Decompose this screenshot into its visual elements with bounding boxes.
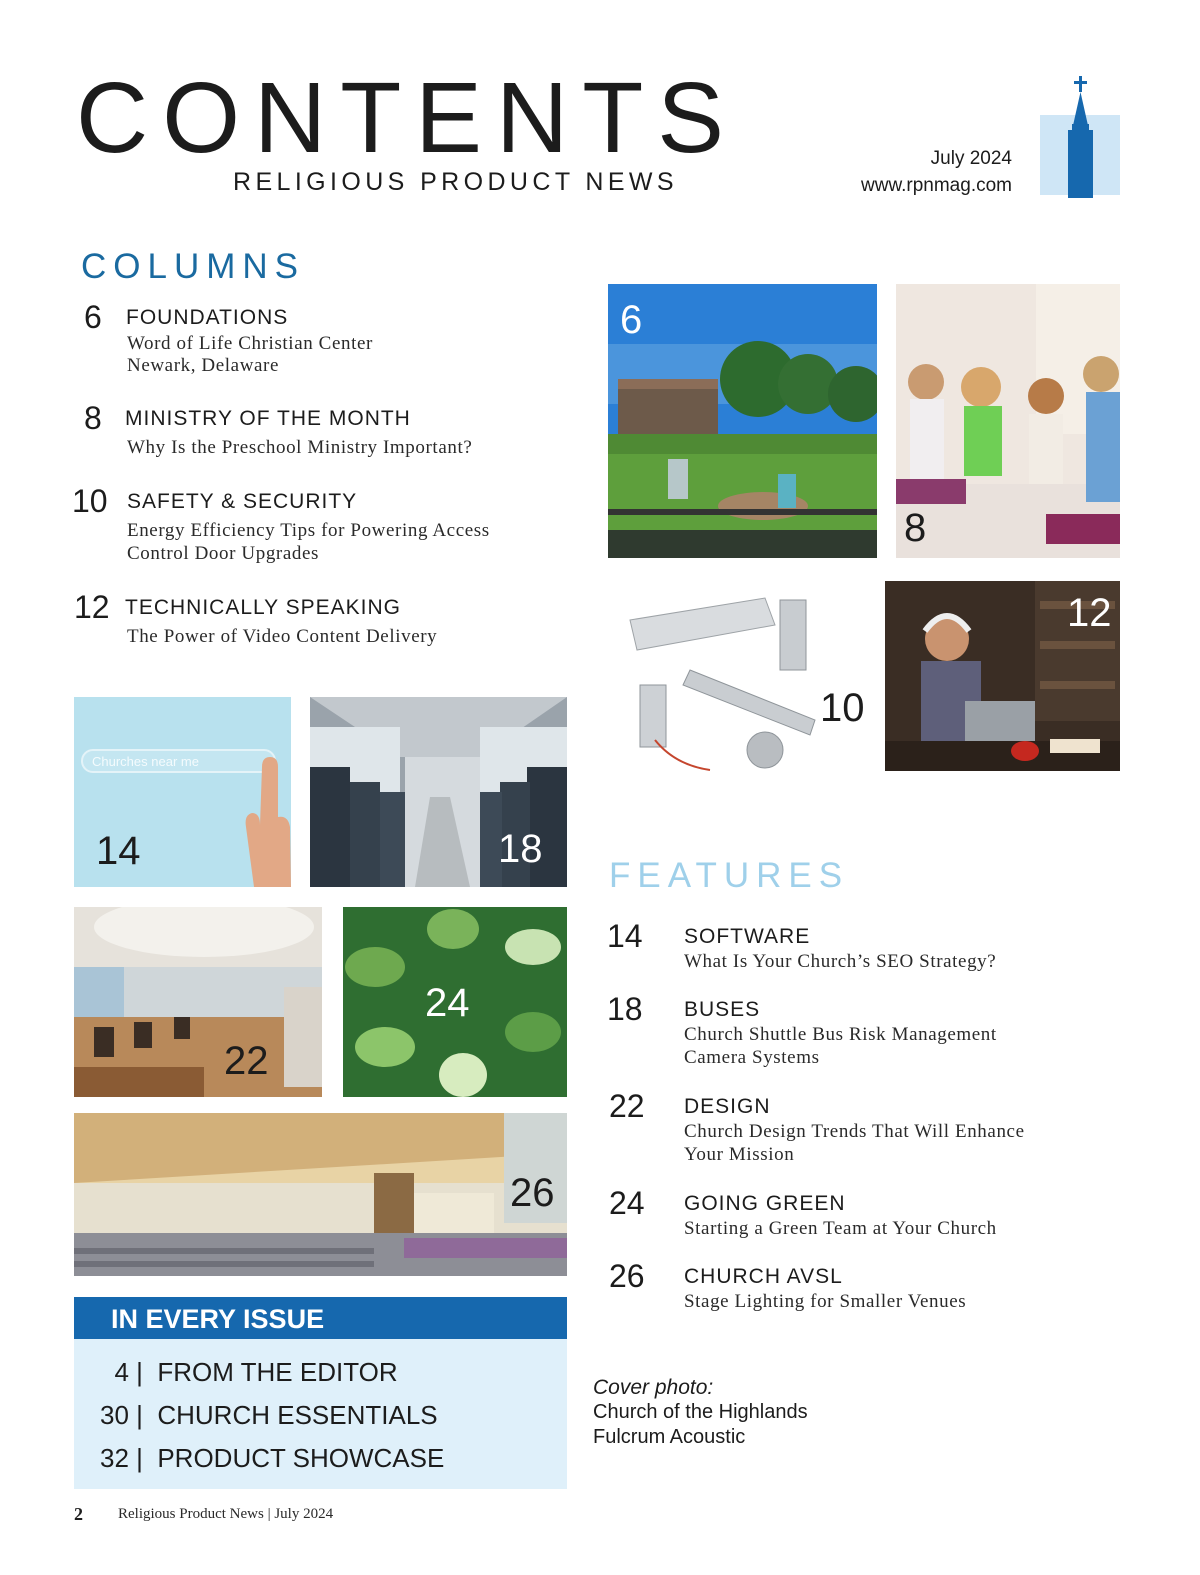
entry-description-line2: Control Door Upgrades xyxy=(127,543,320,564)
entry-description: Word of Life Christian Center xyxy=(127,333,373,354)
entry-description: What Is Your Church’s SEO Strategy? xyxy=(684,951,997,972)
steeple-logo-icon xyxy=(1050,74,1112,198)
photo-buses-interior[interactable] xyxy=(310,697,567,887)
features-heading: FEATURES xyxy=(609,856,850,895)
in-every-issue-list xyxy=(74,1339,567,1489)
photo-page-number: 18 xyxy=(498,827,543,871)
photo-page-number: 10 xyxy=(820,686,865,730)
entry-page-number: 26 xyxy=(609,1258,645,1294)
footer-publication: Religious Product News | July 2024 xyxy=(118,1506,334,1522)
cover-photo-credit-line2: Fulcrum Acoustic xyxy=(593,1426,746,1448)
entry-description: Energy Efficiency Tips for Powering Access xyxy=(127,520,490,541)
search-bar-text: Churches near me xyxy=(92,754,199,769)
photo-page-number: 8 xyxy=(904,506,927,550)
entry-description-line2: Newark, Delaware xyxy=(127,355,280,376)
patio-image xyxy=(608,284,877,558)
entry-description: Stage Lighting for Smaller Venues xyxy=(684,1291,967,1312)
photo-software-search[interactable] xyxy=(74,697,291,887)
design-interior-image xyxy=(74,907,322,1097)
kids-image xyxy=(896,284,1120,558)
entry-page-number: 12 xyxy=(74,589,110,625)
entry-page-number: 10 xyxy=(72,483,108,519)
entry-title: GOING GREEN xyxy=(684,1192,846,1215)
photo-page-number: 6 xyxy=(620,298,643,342)
entry-description-line2: Your Mission xyxy=(684,1144,795,1165)
sanctuary-image xyxy=(74,1113,567,1276)
entry-title: SOFTWARE xyxy=(684,925,811,948)
entry-description: Starting a Green Team at Your Church xyxy=(684,1218,997,1239)
entry-title: BUSES xyxy=(684,998,761,1021)
photo-page-number: 14 xyxy=(96,829,141,873)
entry-description-line2: Camera Systems xyxy=(684,1047,820,1068)
photo-going-green-hands[interactable] xyxy=(343,907,567,1097)
website-link[interactable]: www.rpnmag.com xyxy=(861,175,1012,196)
entry-page-number: 24 xyxy=(609,1185,645,1221)
entry-description: Why Is the Preschool Ministry Important? xyxy=(127,437,473,458)
cover-photo-label: Cover photo: xyxy=(593,1376,714,1399)
photo-technically-laptop[interactable] xyxy=(885,581,1120,771)
cover-photo-credit-line1: Church of the Highlands xyxy=(593,1401,808,1423)
in-every-issue-item-essentials[interactable]: 30 | CHURCH ESSENTIALS xyxy=(100,1400,438,1430)
entry-description: Church Shuttle Bus Risk Management xyxy=(684,1024,997,1045)
photo-safety-hardware[interactable] xyxy=(615,590,865,790)
entry-title: CHURCH AVSL xyxy=(684,1265,843,1288)
photo-ministry-kids[interactable] xyxy=(896,284,1120,558)
entry-title: DESIGN xyxy=(684,1095,771,1118)
entry-description: Church Design Trends That Will Enhance xyxy=(684,1121,1025,1142)
entry-title: FOUNDATIONS xyxy=(126,306,289,329)
entry-page-number: 18 xyxy=(607,991,643,1027)
entry-page-number: 22 xyxy=(609,1088,645,1124)
photo-page-number: 24 xyxy=(425,981,470,1025)
page-title: CONTENTS xyxy=(76,62,738,174)
in-every-issue-heading: IN EVERY ISSUE xyxy=(111,1304,325,1334)
photo-design-interior[interactable] xyxy=(74,907,322,1097)
photo-page-number: 12 xyxy=(1067,591,1112,635)
page-number: 2 xyxy=(74,1504,83,1524)
in-every-issue-header xyxy=(74,1297,567,1339)
in-every-issue-item-editor[interactable]: 4 | FROM THE EDITOR xyxy=(100,1357,398,1387)
entry-page-number: 6 xyxy=(84,299,102,335)
issue-date: July 2024 xyxy=(930,148,1012,169)
entry-title: MINISTRY OF THE MONTH xyxy=(125,407,411,430)
photo-page-number: 26 xyxy=(510,1171,555,1215)
photo-foundations-patio[interactable] xyxy=(608,284,877,558)
columns-heading: COLUMNS xyxy=(81,247,306,286)
photo-page-number: 22 xyxy=(224,1039,269,1083)
entry-page-number: 8 xyxy=(84,400,102,436)
in-every-issue-item-showcase[interactable]: 32 | PRODUCT SHOWCASE xyxy=(100,1443,445,1473)
publication-name: RELIGIOUS PRODUCT NEWS xyxy=(233,168,678,196)
photo-church-avsl-sanctuary[interactable] xyxy=(74,1113,567,1276)
entry-title: SAFETY & SECURITY xyxy=(127,490,358,513)
entry-description: The Power of Video Content Delivery xyxy=(127,626,438,647)
entry-page-number: 14 xyxy=(607,918,643,954)
entry-title: TECHNICALLY SPEAKING xyxy=(125,596,401,619)
